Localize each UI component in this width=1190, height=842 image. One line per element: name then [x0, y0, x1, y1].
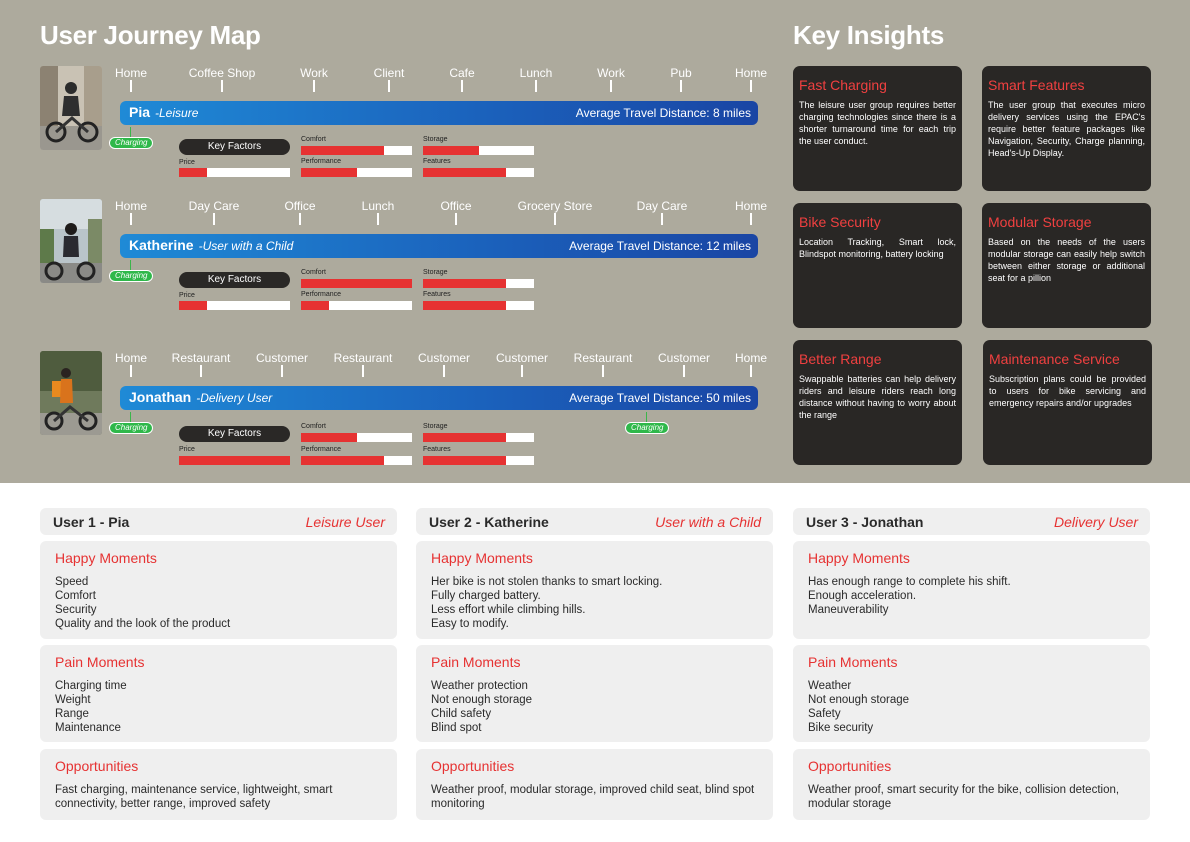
stop-tick: [299, 213, 301, 225]
stop-tick: [377, 213, 379, 225]
opportunities-box: [416, 749, 773, 820]
happy-moments-title: Happy Moments: [808, 550, 910, 566]
happy-moments-box: [40, 541, 397, 639]
charging-marker-line: [646, 412, 647, 422]
list-item: Not enough storage: [808, 694, 910, 706]
list-item: Safety: [808, 708, 841, 720]
route-stop: Grocery Store: [517, 199, 593, 213]
list-item: Bike security: [808, 722, 874, 734]
list-item: Child safety: [431, 708, 492, 720]
factor-meter-features: [423, 301, 534, 310]
list-item: Blind spot: [431, 722, 482, 734]
insight-card-maintenance-service: [983, 340, 1152, 465]
route-stop: Day Care: [636, 199, 688, 213]
rider-name: Katherine -User with a Child: [129, 237, 294, 253]
insight-body: Swappable batteries can help delivery riders and leisure riders reach long distance without having to worry about the range: [799, 374, 956, 420]
opportunities-title: Opportunities: [808, 758, 892, 774]
persona-user: User 2 - Katherine: [429, 514, 549, 530]
rider-type: -User with a Child: [198, 239, 294, 253]
factor-label-storage: Storage: [423, 423, 448, 430]
list-item: Easy to modify.: [431, 618, 509, 630]
rider-name: Jonathan -Delivery User: [129, 389, 273, 405]
charging-badge: Charging: [625, 422, 669, 434]
key-insights-title: Key Insights: [793, 20, 944, 50]
journey-bar: [120, 101, 758, 125]
insight-body: Location Tracking, Smart lock, Blindspot monitoring, battery locking: [799, 237, 956, 259]
list-item: Quality and the look of the product: [55, 618, 231, 630]
route-stop: Lunch: [519, 66, 553, 80]
route-stop: Customer: [657, 351, 711, 365]
opportunities-text: Fast charging, maintenance service, lightweight, smart connectivity, better range, improved safety: [55, 784, 333, 810]
insight-title: Maintenance Service: [989, 351, 1120, 367]
journey-jonathan: [0, 351, 780, 481]
persona-header: [416, 508, 773, 535]
factor-meter-performance: [301, 456, 412, 465]
route-stop: Pub: [670, 66, 692, 80]
insight-title: Modular Storage: [988, 214, 1092, 230]
stop-tick: [750, 365, 752, 377]
persona-type: Leisure User: [305, 514, 385, 530]
factor-label-comfort: Comfort: [301, 269, 326, 276]
persona-type: Delivery User: [1053, 514, 1138, 530]
factor-meter-comfort: [301, 433, 412, 442]
stop-tick: [610, 80, 612, 92]
happy-moments-title: Happy Moments: [431, 550, 533, 566]
stop-tick: [535, 80, 537, 92]
rider-type: -Leisure: [155, 106, 199, 120]
insight-card-smart-features: [982, 66, 1151, 191]
opportunities-text: Weather proof, modular storage, improved child seat, blind spot monitoring: [431, 784, 755, 810]
route-stop: Client: [373, 66, 405, 80]
opportunities-box: [40, 749, 397, 820]
factor-meter-performance: [301, 168, 412, 177]
stop-tick: [554, 213, 556, 225]
stop-tick: [602, 365, 604, 377]
list-item: Weather: [808, 680, 852, 692]
happy-moments-box: [793, 541, 1150, 639]
list-item: Maneuverability: [808, 604, 889, 616]
list-item: Weather protection: [431, 680, 528, 692]
journey-map-title: User Journey Map: [40, 20, 261, 50]
journey-bar: [120, 386, 758, 410]
route-stop: Cafe: [449, 66, 475, 80]
happy-moments-title: Happy Moments: [55, 550, 157, 566]
route-stop: Restaurant: [573, 351, 633, 365]
list-item: Not enough storage: [431, 694, 533, 706]
route-stop: Home: [734, 351, 768, 365]
list-item: Weight: [55, 694, 91, 706]
insight-body: Based on the needs of the users modular storage can easily help switch between either storage or additional seat for a pillion: [988, 237, 1145, 283]
factor-meter-price: [179, 301, 290, 310]
stop-tick: [130, 365, 132, 377]
route-stop: Day Care: [188, 199, 240, 213]
factor-meter-price: [179, 168, 290, 177]
rider-photo-pia: [40, 66, 102, 150]
insight-card-modular-storage: [982, 203, 1151, 328]
stop-tick: [130, 80, 132, 92]
charging-badge: Charging: [109, 137, 153, 149]
stop-tick: [281, 365, 283, 377]
factor-meter-storage: [423, 146, 534, 155]
factor-label-features: Features: [423, 446, 451, 453]
stop-tick: [213, 213, 215, 225]
journey-pia: [0, 66, 780, 196]
stop-tick: [455, 213, 457, 225]
list-item: Maintenance: [55, 722, 121, 734]
charging-badge: Charging: [109, 422, 153, 434]
route-stop: Work: [597, 66, 625, 80]
average-distance: Average Travel Distance: 8 miles: [575, 106, 751, 120]
stop-tick: [683, 365, 685, 377]
persona-header: [793, 508, 1150, 535]
stop-tick: [313, 80, 315, 92]
insight-body: Subscription plans could be provided to users for bike servicing and emergency repairs and/or upgrades: [989, 374, 1146, 408]
route-stop: Customer: [255, 351, 309, 365]
factor-label-comfort: Comfort: [301, 136, 326, 143]
stop-tick: [221, 80, 223, 92]
persona-user: User 3 - Jonathan: [806, 514, 924, 530]
stop-tick: [200, 365, 202, 377]
journey-bar: [120, 234, 758, 258]
factor-label-performance: Performance: [301, 291, 342, 298]
stop-tick: [362, 365, 364, 377]
list-item: Comfort: [55, 590, 96, 602]
stop-tick: [661, 213, 663, 225]
pain-moments-box: [40, 645, 397, 742]
list-item: Has enough range to complete his shift.: [808, 576, 1011, 588]
route-stop: Restaurant: [171, 351, 231, 365]
factor-label-performance: Performance: [301, 158, 342, 165]
rider-photo-jonathan: [40, 351, 102, 435]
rider-type: -Delivery User: [196, 391, 273, 405]
route-stop: Office: [284, 199, 316, 213]
charging-marker-line: [130, 127, 131, 137]
factor-label-storage: Storage: [423, 136, 448, 143]
factor-label-price: Price: [179, 292, 195, 299]
list-item: Charging time: [55, 680, 127, 692]
route-stop: Home: [734, 66, 768, 80]
persona-header: [40, 508, 397, 535]
list-item: Speed: [55, 576, 89, 588]
list-item: Security: [55, 604, 97, 616]
key-factors-label: Key Factors: [179, 139, 290, 155]
stop-tick: [750, 80, 752, 92]
factor-label-price: Price: [179, 446, 195, 453]
list-item: Enough acceleration.: [808, 590, 917, 602]
stop-tick: [680, 80, 682, 92]
factor-meter-performance: [301, 301, 412, 310]
insight-title: Fast Charging: [799, 77, 887, 93]
insight-title: Better Range: [799, 351, 882, 367]
charging-marker-line: [130, 412, 131, 422]
factor-label-price: Price: [179, 159, 195, 166]
happy-moments-box: [416, 541, 773, 639]
factor-meter-comfort: [301, 146, 412, 155]
route-stop: Office: [440, 199, 472, 213]
pain-moments-title: Pain Moments: [431, 654, 521, 670]
stop-tick: [461, 80, 463, 92]
charging-marker-line: [130, 260, 131, 270]
insight-body: The leisure user group requires better charging technologies since there is a shorter turnaround time for each trip the user conduct.: [799, 100, 956, 146]
insight-card-better-range: [793, 340, 962, 465]
stop-tick: [130, 213, 132, 225]
pain-moments-box: [793, 645, 1150, 742]
list-item: Fully charged battery.: [431, 590, 541, 602]
opportunities-title: Opportunities: [55, 758, 139, 774]
charging-badge: Charging: [109, 270, 153, 282]
average-distance: Average Travel Distance: 50 miles: [569, 391, 751, 405]
stop-tick: [443, 365, 445, 377]
stop-tick: [750, 213, 752, 225]
factor-meter-price: [179, 456, 290, 465]
list-item: Her bike is not stolen thanks to smart locking.: [431, 576, 663, 588]
route-stop: Work: [300, 66, 328, 80]
route-stop: Restaurant: [333, 351, 393, 365]
opportunities-title: Opportunities: [431, 758, 515, 774]
factor-meter-storage: [423, 279, 534, 288]
insight-card-fast-charging: [793, 66, 962, 191]
route-stop: Customer: [417, 351, 471, 365]
factor-meter-features: [423, 456, 534, 465]
pain-moments-title: Pain Moments: [808, 654, 898, 670]
journey-katherine: [0, 199, 780, 329]
persona-user: User 1 - Pia: [53, 514, 130, 530]
rider-photo-katherine: [40, 199, 102, 283]
opportunities-text: Weather proof, smart security for the bike, collision detection, modular storage: [808, 784, 1120, 810]
insight-title: Smart Features: [988, 77, 1085, 93]
route-stop: Home: [114, 66, 148, 80]
stop-tick: [388, 80, 390, 92]
factor-meter-storage: [423, 433, 534, 442]
list-item: Less effort while climbing hills.: [431, 604, 586, 616]
pain-moments-title: Pain Moments: [55, 654, 145, 670]
list-item: Range: [55, 708, 89, 720]
persona-type: User with a Child: [655, 514, 761, 530]
opportunities-box: [793, 749, 1150, 820]
average-distance: Average Travel Distance: 12 miles: [569, 239, 751, 253]
route-stop: Customer: [495, 351, 549, 365]
route-stop: Coffee Shop: [188, 66, 256, 80]
factor-label-comfort: Comfort: [301, 423, 326, 430]
route-stop: Lunch: [361, 199, 395, 213]
pain-moments-box: [416, 645, 773, 742]
factor-meter-features: [423, 168, 534, 177]
stop-tick: [521, 365, 523, 377]
route-stop: Home: [114, 351, 148, 365]
factor-label-features: Features: [423, 158, 451, 165]
factor-label-performance: Performance: [301, 446, 342, 453]
factor-meter-comfort: [301, 279, 412, 288]
route-stop: Home: [734, 199, 768, 213]
factor-label-features: Features: [423, 291, 451, 298]
rider-name: Pia -Leisure: [129, 104, 199, 120]
key-factors-label: Key Factors: [179, 426, 290, 442]
factor-label-storage: Storage: [423, 269, 448, 276]
insight-body: The user group that executes micro delivery services using the EPAC's require better feature packages like Navigation, Security, Charge planning, Head's-Up Display.: [988, 100, 1145, 158]
insight-title: Bike Security: [799, 214, 881, 230]
key-factors-label: Key Factors: [179, 272, 290, 288]
route-stop: Home: [114, 199, 148, 213]
insight-card-bike-security: [793, 203, 962, 328]
